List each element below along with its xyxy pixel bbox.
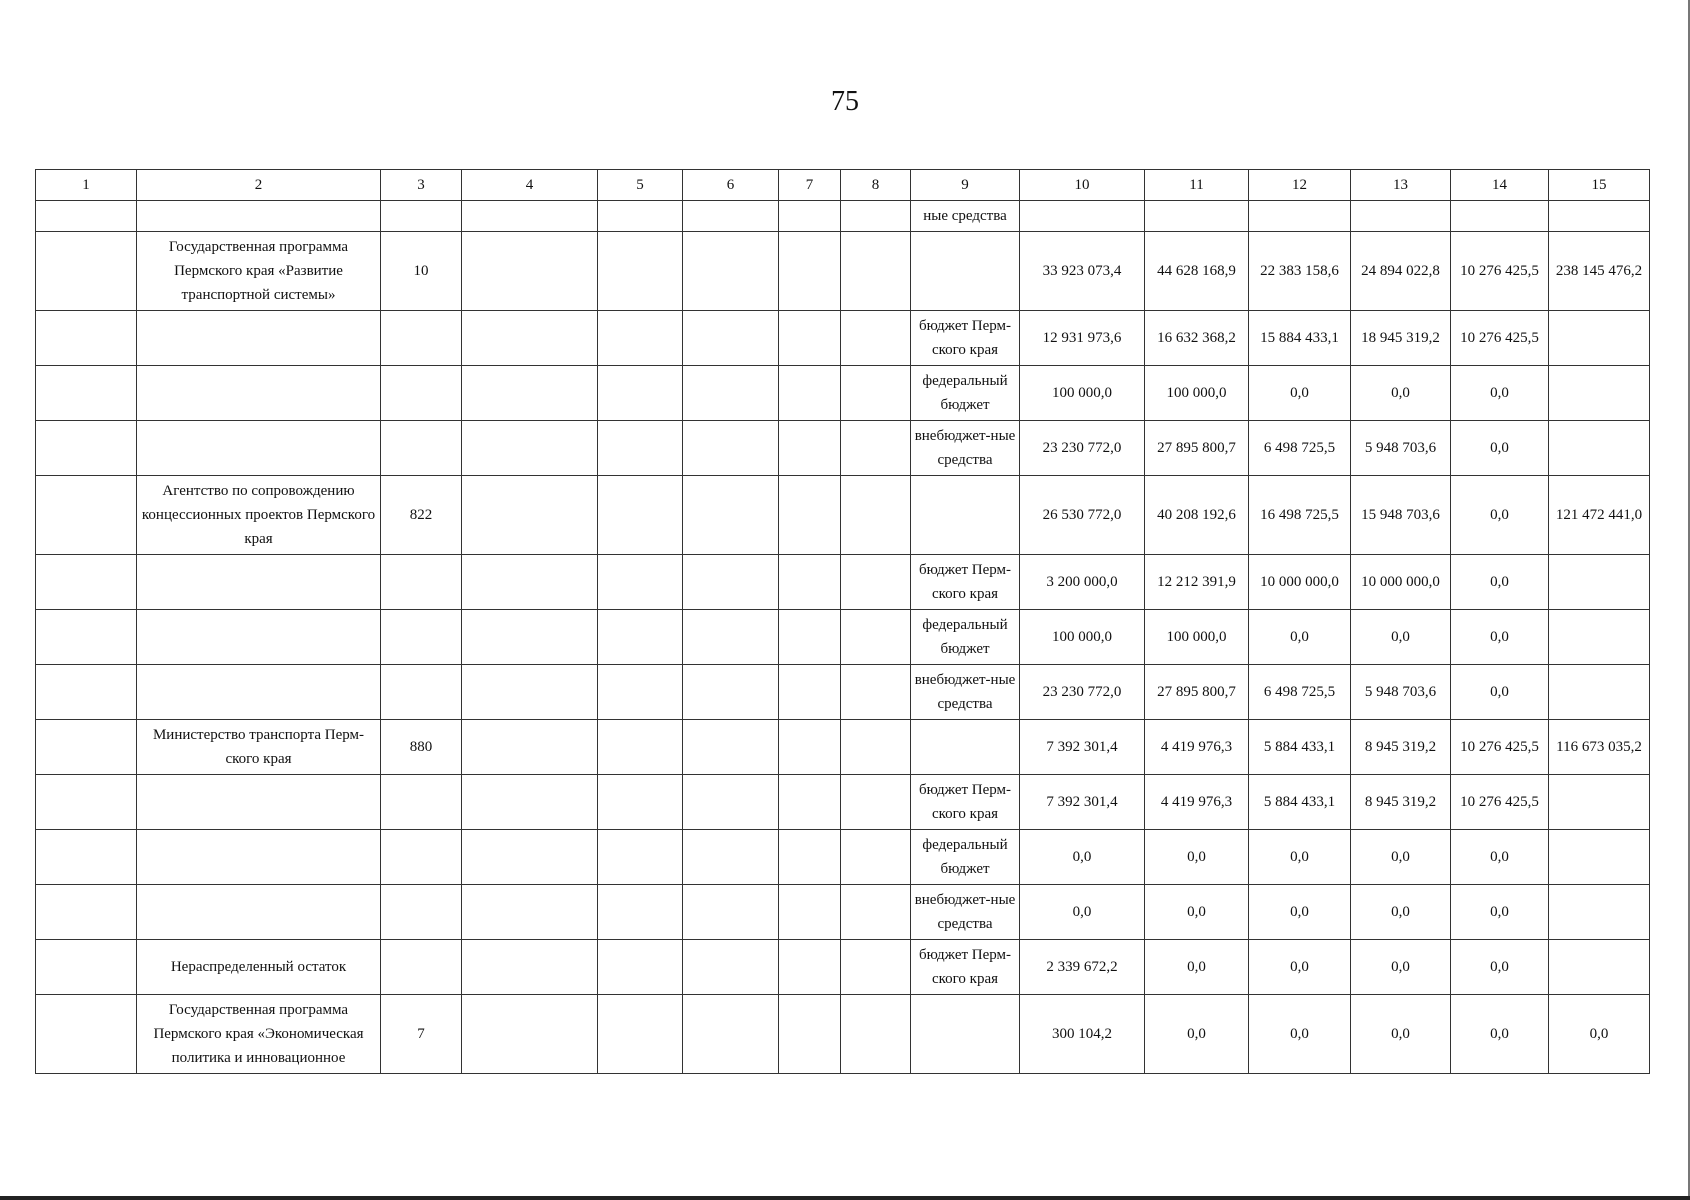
table-row: [36, 940, 1650, 995]
table-cell-col-13: 18 945 319,2: [1351, 311, 1451, 366]
table-cell-col-8: [841, 940, 911, 995]
column-header-2: 2: [137, 170, 381, 201]
table-cell-col-5: [598, 476, 683, 555]
table-cell-col-8: [841, 311, 911, 366]
table-cell-col-3: [381, 201, 462, 232]
table-cell-col-2: Нераспределенный остаток: [137, 940, 381, 995]
table-cell-col-10: 7 392 301,4: [1020, 775, 1145, 830]
table-cell-col-7: [779, 995, 841, 1074]
table-cell-col-12: 0,0: [1249, 610, 1351, 665]
table-cell-col-12: 15 884 433,1: [1249, 311, 1351, 366]
table-cell-col-3: [381, 665, 462, 720]
table-row: [36, 201, 1650, 232]
table-cell-col-4: [462, 421, 598, 476]
table-cell-col-9: федеральный бюджет: [911, 830, 1020, 885]
table-row: [36, 610, 1650, 665]
table-cell-col-3: [381, 610, 462, 665]
table-cell-col-9: [911, 232, 1020, 311]
table-cell-col-1: [36, 421, 137, 476]
table-cell-col-8: [841, 366, 911, 421]
column-header-10: 10: [1020, 170, 1145, 201]
table-cell-col-9: [911, 476, 1020, 555]
table-cell-col-5: [598, 311, 683, 366]
table-cell-col-9: внебюджет-ные средства: [911, 421, 1020, 476]
table-cell-col-15: [1549, 665, 1650, 720]
table-cell-col-15: [1549, 421, 1650, 476]
table-cell-col-13: 24 894 022,8: [1351, 232, 1451, 311]
table-row: [36, 995, 1650, 1074]
table-cell-col-12: 0,0: [1249, 940, 1351, 995]
table-cell-col-3: 880: [381, 720, 462, 775]
table-cell-col-6: [683, 421, 779, 476]
table-cell-col-14: 10 276 425,5: [1451, 232, 1549, 311]
table-cell-col-11: 0,0: [1145, 940, 1249, 995]
table-cell-col-5: [598, 232, 683, 311]
table-cell-col-11: 27 895 800,7: [1145, 421, 1249, 476]
table-cell-col-3: [381, 366, 462, 421]
table-cell-col-2: [137, 555, 381, 610]
table-cell-col-2: Министерство транспорта Перм-ского края: [137, 720, 381, 775]
table-cell-col-2: Государственная программа Пермского края «Экономическая политика и инновационное: [137, 995, 381, 1074]
table-cell-col-12: 6 498 725,5: [1249, 665, 1351, 720]
table-cell-col-9: внебюджет-ные средства: [911, 885, 1020, 940]
table-cell-col-14: 10 276 425,5: [1451, 775, 1549, 830]
table-cell-col-10: 23 230 772,0: [1020, 421, 1145, 476]
table-cell-col-10: 26 530 772,0: [1020, 476, 1145, 555]
table-cell-col-11: 4 419 976,3: [1145, 720, 1249, 775]
column-header-3: 3: [381, 170, 462, 201]
column-header-6: 6: [683, 170, 779, 201]
table-cell-col-1: [36, 720, 137, 775]
table-cell-col-2: [137, 201, 381, 232]
table-cell-col-3: [381, 775, 462, 830]
table-cell-col-7: [779, 720, 841, 775]
table-cell-col-6: [683, 885, 779, 940]
column-header-11: 11: [1145, 170, 1249, 201]
table-cell-col-7: [779, 421, 841, 476]
table-cell-col-5: [598, 555, 683, 610]
table-cell-col-5: [598, 610, 683, 665]
table-cell-col-3: [381, 885, 462, 940]
column-header-9: 9: [911, 170, 1020, 201]
table-cell-col-1: [36, 830, 137, 885]
table-cell-col-7: [779, 940, 841, 995]
table-cell-col-10: 0,0: [1020, 885, 1145, 940]
table-cell-col-15: 238 145 476,2: [1549, 232, 1650, 311]
table-cell-col-5: [598, 366, 683, 421]
table-cell-col-1: [36, 665, 137, 720]
table-cell-col-6: [683, 311, 779, 366]
table-cell-col-15: [1549, 940, 1650, 995]
table-cell-col-7: [779, 232, 841, 311]
table-cell-col-5: [598, 665, 683, 720]
table-cell-col-10: 2 339 672,2: [1020, 940, 1145, 995]
table-cell-col-11: 16 632 368,2: [1145, 311, 1249, 366]
table-cell-col-3: [381, 421, 462, 476]
table-row: [36, 311, 1650, 366]
table-row: [36, 232, 1650, 311]
table-cell-col-12: 0,0: [1249, 830, 1351, 885]
column-header-5: 5: [598, 170, 683, 201]
table-cell-col-10: 3 200 000,0: [1020, 555, 1145, 610]
column-header-15: 15: [1549, 170, 1650, 201]
table-cell-col-7: [779, 366, 841, 421]
table-cell-col-3: 7: [381, 995, 462, 1074]
table-cell-col-9: бюджет Перм-ского края: [911, 775, 1020, 830]
table-row: [36, 885, 1650, 940]
table-cell-col-1: [36, 555, 137, 610]
table-cell-col-14: [1451, 201, 1549, 232]
table-row: [36, 720, 1650, 775]
table-cell-col-6: [683, 201, 779, 232]
table-cell-col-12: 0,0: [1249, 885, 1351, 940]
table-cell-col-15: [1549, 201, 1650, 232]
table-cell-col-8: [841, 201, 911, 232]
table-cell-col-14: 10 276 425,5: [1451, 311, 1549, 366]
table-cell-col-2: Государственная программа Пермского края «Развитие транспортной системы»: [137, 232, 381, 311]
table-cell-col-1: [36, 201, 137, 232]
table-cell-col-6: [683, 610, 779, 665]
table-cell-col-3: [381, 830, 462, 885]
table-cell-col-12: 0,0: [1249, 995, 1351, 1074]
table-cell-col-6: [683, 940, 779, 995]
table-cell-col-15: [1549, 366, 1650, 421]
column-header-8: 8: [841, 170, 911, 201]
column-header-14: 14: [1451, 170, 1549, 201]
table-cell-col-10: 0,0: [1020, 830, 1145, 885]
table-cell-col-6: [683, 665, 779, 720]
table-cell-col-6: [683, 555, 779, 610]
table-cell-col-11: 44 628 168,9: [1145, 232, 1249, 311]
table-cell-col-14: 0,0: [1451, 665, 1549, 720]
table-cell-col-15: [1549, 885, 1650, 940]
table-cell-col-7: [779, 830, 841, 885]
table-cell-col-9: [911, 720, 1020, 775]
table-cell-col-15: [1549, 610, 1650, 665]
table-cell-col-2: [137, 421, 381, 476]
table-cell-col-15: 0,0: [1549, 995, 1650, 1074]
table-cell-col-10: [1020, 201, 1145, 232]
table-cell-col-15: [1549, 830, 1650, 885]
table-cell-col-3: [381, 311, 462, 366]
table-cell-col-7: [779, 775, 841, 830]
table-cell-col-11: 0,0: [1145, 885, 1249, 940]
table-cell-col-4: [462, 201, 598, 232]
table-cell-col-11: 100 000,0: [1145, 610, 1249, 665]
table-row: [36, 366, 1650, 421]
table-cell-col-8: [841, 775, 911, 830]
table-cell-col-2: Агентство по сопровождению концессионных проектов Пермского края: [137, 476, 381, 555]
table-cell-col-8: [841, 720, 911, 775]
table-cell-col-2: [137, 610, 381, 665]
table-cell-col-14: 0,0: [1451, 830, 1549, 885]
table-cell-col-8: [841, 885, 911, 940]
table-cell-col-4: [462, 775, 598, 830]
table-cell-col-1: [36, 775, 137, 830]
table-cell-col-11: [1145, 201, 1249, 232]
page-number: 75: [831, 86, 859, 117]
scan-edge-bottom: [0, 1196, 1690, 1200]
table-cell-col-2: [137, 830, 381, 885]
table-cell-col-12: 10 000 000,0: [1249, 555, 1351, 610]
table-cell-col-1: [36, 476, 137, 555]
table-cell-col-5: [598, 940, 683, 995]
table-cell-col-9: бюджет Перм-ского края: [911, 940, 1020, 995]
table-cell-col-7: [779, 201, 841, 232]
table-cell-col-12: 16 498 725,5: [1249, 476, 1351, 555]
table-cell-col-13: 5 948 703,6: [1351, 665, 1451, 720]
table-cell-col-11: 4 419 976,3: [1145, 775, 1249, 830]
table-cell-col-13: 5 948 703,6: [1351, 421, 1451, 476]
table-cell-col-10: 33 923 073,4: [1020, 232, 1145, 311]
table-cell-col-4: [462, 555, 598, 610]
table-cell-col-14: 0,0: [1451, 555, 1549, 610]
table-cell-col-9: внебюджет-ные средства: [911, 665, 1020, 720]
table-row: [36, 830, 1650, 885]
table-cell-col-2: [137, 775, 381, 830]
table-cell-col-15: [1549, 775, 1650, 830]
table-cell-col-14: 10 276 425,5: [1451, 720, 1549, 775]
table-cell-col-9: бюджет Перм-ского края: [911, 555, 1020, 610]
table-cell-col-13: 0,0: [1351, 830, 1451, 885]
table-cell-col-1: [36, 940, 137, 995]
header-row: [36, 170, 1650, 201]
table-cell-col-4: [462, 720, 598, 775]
table-cell-col-6: [683, 476, 779, 555]
table-cell-col-8: [841, 555, 911, 610]
table-cell-col-13: 0,0: [1351, 940, 1451, 995]
table-cell-col-1: [36, 610, 137, 665]
table-cell-col-12: [1249, 201, 1351, 232]
table-cell-col-15: 116 673 035,2: [1549, 720, 1650, 775]
table-cell-col-13: 0,0: [1351, 610, 1451, 665]
table-cell-col-10: 23 230 772,0: [1020, 665, 1145, 720]
table-cell-col-10: 12 931 973,6: [1020, 311, 1145, 366]
table-cell-col-7: [779, 555, 841, 610]
table-cell-col-11: 40 208 192,6: [1145, 476, 1249, 555]
table-cell-col-5: [598, 421, 683, 476]
table-cell-col-14: 0,0: [1451, 421, 1549, 476]
table-cell-col-12: 5 884 433,1: [1249, 720, 1351, 775]
table-cell-col-1: [36, 995, 137, 1074]
table-row: [36, 421, 1650, 476]
table-cell-col-3: 10: [381, 232, 462, 311]
table-cell-col-11: 27 895 800,7: [1145, 665, 1249, 720]
table-cell-col-11: 100 000,0: [1145, 366, 1249, 421]
table-cell-col-6: [683, 366, 779, 421]
table-cell-col-4: [462, 232, 598, 311]
table-cell-col-11: 0,0: [1145, 995, 1249, 1074]
column-header-1: 1: [36, 170, 137, 201]
table-cell-col-8: [841, 610, 911, 665]
column-header-13: 13: [1351, 170, 1451, 201]
table-cell-col-10: 300 104,2: [1020, 995, 1145, 1074]
table-cell-col-6: [683, 775, 779, 830]
table-cell-col-13: 0,0: [1351, 995, 1451, 1074]
table-cell-col-2: [137, 885, 381, 940]
table-cell-col-9: бюджет Перм-ского края: [911, 311, 1020, 366]
table-cell-col-12: 6 498 725,5: [1249, 421, 1351, 476]
table-cell-col-2: [137, 311, 381, 366]
table-cell-col-1: [36, 366, 137, 421]
column-header-7: 7: [779, 170, 841, 201]
table-cell-col-7: [779, 610, 841, 665]
table-cell-col-5: [598, 201, 683, 232]
budget-table: [35, 169, 1650, 1074]
table-cell-col-11: 0,0: [1145, 830, 1249, 885]
table-cell-col-13: 8 945 319,2: [1351, 720, 1451, 775]
table-cell-col-13: 0,0: [1351, 885, 1451, 940]
table-cell-col-14: 0,0: [1451, 366, 1549, 421]
table-cell-col-13: 15 948 703,6: [1351, 476, 1451, 555]
table-cell-col-14: 0,0: [1451, 885, 1549, 940]
table-cell-col-6: [683, 720, 779, 775]
table-cell-col-9: ные средства: [911, 201, 1020, 232]
table-cell-col-4: [462, 885, 598, 940]
table-cell-col-15: [1549, 311, 1650, 366]
table-cell-col-1: [36, 232, 137, 311]
table-cell-col-6: [683, 995, 779, 1074]
table-row: [36, 665, 1650, 720]
table-cell-col-12: 22 383 158,6: [1249, 232, 1351, 311]
table-cell-col-4: [462, 830, 598, 885]
table-cell-col-14: 0,0: [1451, 995, 1549, 1074]
table-cell-col-14: 0,0: [1451, 610, 1549, 665]
table-cell-col-9: [911, 995, 1020, 1074]
table-cell-col-13: 0,0: [1351, 366, 1451, 421]
table-cell-col-9: федеральный бюджет: [911, 366, 1020, 421]
table-cell-col-5: [598, 995, 683, 1074]
table-cell-col-7: [779, 665, 841, 720]
table-cell-col-3: [381, 555, 462, 610]
table-cell-col-7: [779, 885, 841, 940]
table-cell-col-6: [683, 232, 779, 311]
table-cell-col-4: [462, 610, 598, 665]
table-cell-col-5: [598, 830, 683, 885]
table-cell-col-8: [841, 830, 911, 885]
table-cell-col-2: [137, 665, 381, 720]
table-cell-col-1: [36, 311, 137, 366]
table-row: [36, 775, 1650, 830]
table-row: [36, 555, 1650, 610]
table-cell-col-4: [462, 476, 598, 555]
table-cell-col-1: [36, 885, 137, 940]
table-cell-col-8: [841, 476, 911, 555]
table-cell-col-4: [462, 940, 598, 995]
column-header-4: 4: [462, 170, 598, 201]
table-cell-col-8: [841, 232, 911, 311]
table-cell-col-5: [598, 720, 683, 775]
table-cell-col-13: 10 000 000,0: [1351, 555, 1451, 610]
table-cell-col-15: 121 472 441,0: [1549, 476, 1650, 555]
table-cell-col-9: федеральный бюджет: [911, 610, 1020, 665]
table-cell-col-10: 100 000,0: [1020, 610, 1145, 665]
table-cell-col-10: 7 392 301,4: [1020, 720, 1145, 775]
table-cell-col-5: [598, 885, 683, 940]
table-cell-col-4: [462, 665, 598, 720]
table-cell-col-12: 5 884 433,1: [1249, 775, 1351, 830]
table-cell-col-13: [1351, 201, 1451, 232]
table-cell-col-14: 0,0: [1451, 476, 1549, 555]
table-cell-col-4: [462, 311, 598, 366]
table-cell-col-12: 0,0: [1249, 366, 1351, 421]
table-cell-col-7: [779, 476, 841, 555]
table-cell-col-8: [841, 421, 911, 476]
table-cell-col-5: [598, 775, 683, 830]
table-cell-col-8: [841, 995, 911, 1074]
table-cell-col-3: 822: [381, 476, 462, 555]
table-cell-col-3: [381, 940, 462, 995]
table-cell-col-15: [1549, 555, 1650, 610]
column-header-12: 12: [1249, 170, 1351, 201]
table-cell-col-14: 0,0: [1451, 940, 1549, 995]
table-cell-col-13: 8 945 319,2: [1351, 775, 1451, 830]
table-cell-col-7: [779, 311, 841, 366]
table-cell-col-4: [462, 995, 598, 1074]
table-cell-col-11: 12 212 391,9: [1145, 555, 1249, 610]
table-cell-col-10: 100 000,0: [1020, 366, 1145, 421]
table-cell-col-6: [683, 830, 779, 885]
table-cell-col-2: [137, 366, 381, 421]
table-cell-col-4: [462, 366, 598, 421]
table-row: [36, 476, 1650, 555]
table-cell-col-8: [841, 665, 911, 720]
